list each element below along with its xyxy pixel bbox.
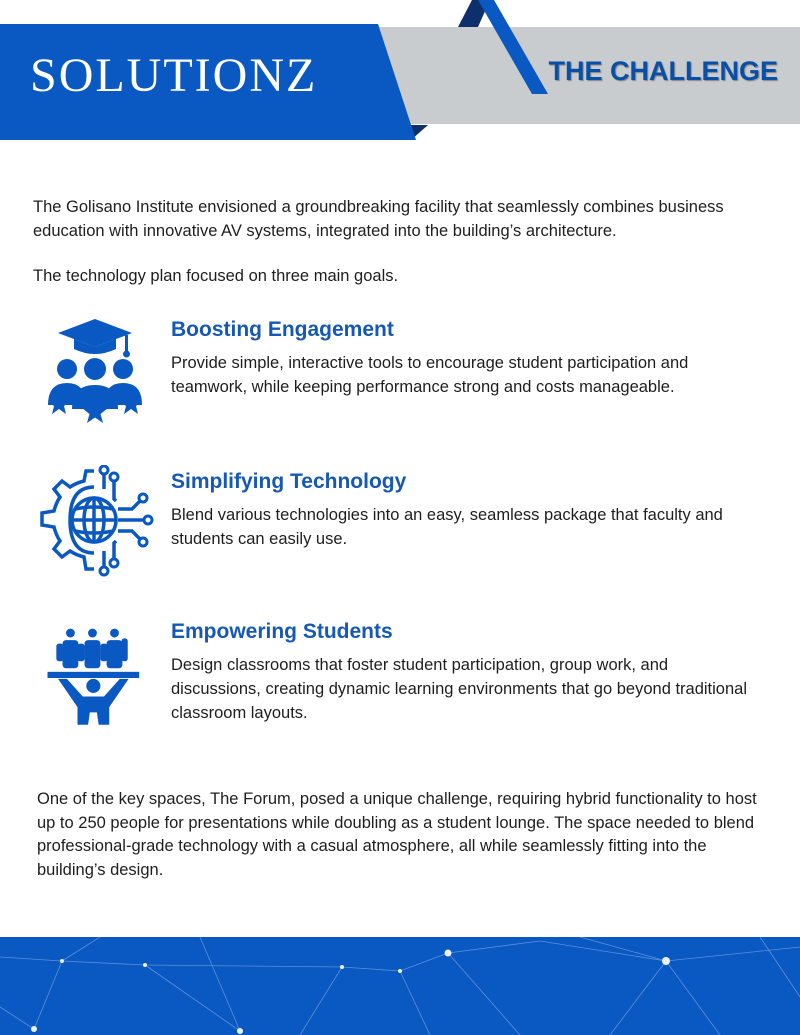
intro-paragraph: The Golisano Institute envisioned a groundbreaking facility that seamlessly combines business education with innovative AV systems, integrated into the building’s architecture. (33, 198, 724, 240)
intro-paragraph: The technology plan focused on three main goals. (33, 267, 399, 285)
raised-hands-group-icon (44, 619, 148, 737)
closing-paragraph: One of the key spaces, The Forum, posed a unique challenge, requiring hybrid functionality to host up to 250 people for presentations while doubling as a student lounge. The space needed to blend professional-grade technology with a casual atmosphere, all while seamlessly fitting into the building’s design. (37, 790, 757, 879)
globe-gear-circuit-icon (36, 465, 154, 583)
goal-description: Design classrooms that foster student participation, group work, and discussions, creating dynamic learning environments that go beyond traditional classroom layouts. (171, 656, 747, 722)
footer-banner (0, 937, 800, 1035)
goal-title: Simplifying Technology (171, 470, 407, 493)
goal-item-technology (36, 469, 776, 599)
brand-logo-text: SOLUTIONZ (30, 49, 318, 102)
goal-item-engagement (36, 317, 776, 447)
intro (33, 196, 773, 289)
goal-description: Provide simple, interactive tools to encourage student participation and teamwork, while keeping performance strong and costs manageable. (171, 354, 689, 396)
network-lines-graphic (0, 937, 800, 1035)
goal-title: Boosting Engagement (171, 318, 394, 341)
header-banner (0, 0, 800, 150)
goal-description: Blend various technologies into an easy, seamless package that faculty and students can easily use. (171, 506, 723, 548)
graduation-team-icon (36, 317, 154, 435)
goal-item-students (36, 619, 776, 749)
section-title: THE CHALLENGE (548, 56, 778, 86)
goal-title: Empowering Students (171, 620, 393, 643)
